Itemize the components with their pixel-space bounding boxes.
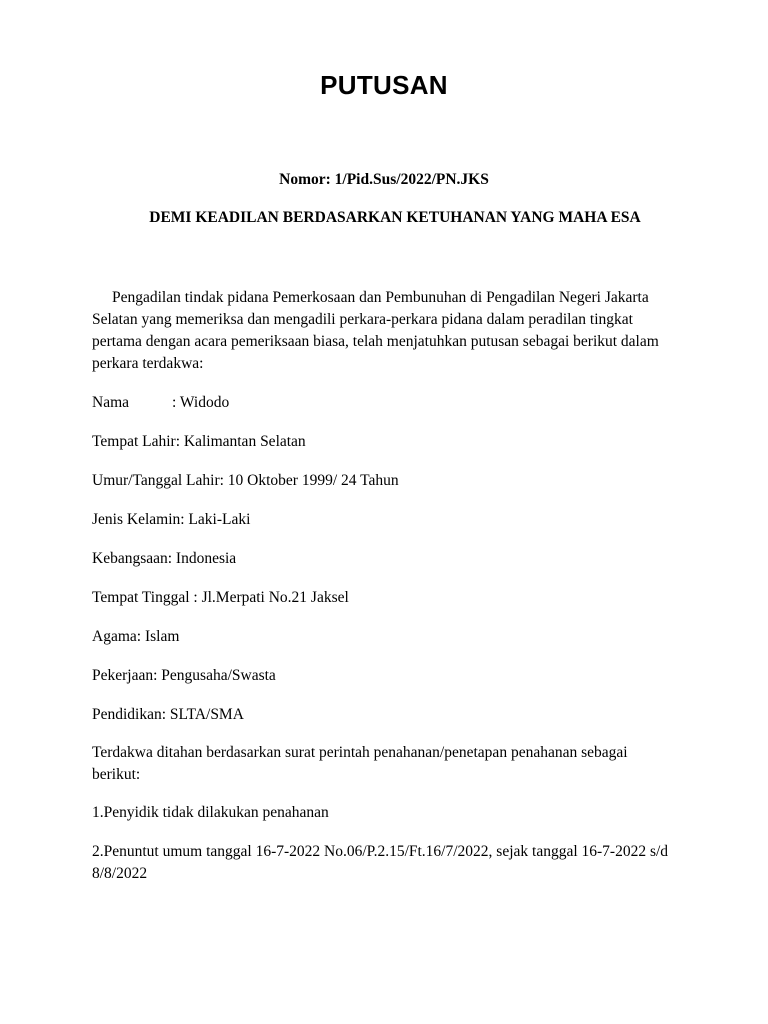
case-number: Nomor: 1/Pid.Sus/2022/PN.JKS — [279, 171, 489, 188]
detention-item-1: 1.Penyidik tidak dilakukan penahanan — [92, 804, 329, 821]
field-jenis-kelamin: Jenis Kelamin: Laki-Laki — [92, 511, 251, 528]
intro-line: Pengadilan tindak pidana Pemerkosaan dan Pembunuhan di Pengadilan Negeri Jakarta — [112, 289, 649, 306]
justice-heading: DEMI KEADILAN BERDASARKAN KETUHANAN YANG MAHA ESA — [149, 209, 641, 226]
detention-item-2-line: 8/8/2022 — [92, 865, 148, 882]
field-nama-value: : Widodo — [172, 394, 230, 411]
field-pendidikan: Pendidikan: SLTA/SMA — [92, 706, 244, 723]
detention-item-2-line: 2.Penuntut umum tanggal 16-7-2022 No.06/P.2.15/Ft.16/7/2022, sejak tanggal 16-7-2022 s/d — [92, 843, 669, 860]
intro-line: pertama dengan acara pemeriksaan biasa, telah menjatuhkan putusan sebagai berikut dalam — [92, 333, 659, 350]
field-nama-label: Nama — [92, 394, 130, 411]
field-tempat-tinggal: Tempat Tinggal : Jl.Merpati No.21 Jaksel — [92, 589, 349, 606]
field-nama — [92, 392, 692, 414]
intro-line: Selatan yang memeriksa dan mengadili perkara-perkara pidana dalam peradilan tingkat — [92, 311, 633, 328]
field-agama: Agama: Islam — [92, 628, 180, 645]
detention-line: berikut: — [92, 766, 141, 783]
detention-line: Terdakwa ditahan berdasarkan surat perintah penahanan/penetapan penahanan sebagai — [92, 744, 628, 761]
field-tempat-lahir: Tempat Lahir: Kalimantan Selatan — [92, 433, 306, 450]
intro-line: perkara terdakwa: — [92, 355, 204, 372]
field-kebangsaan: Kebangsaan: Indonesia — [92, 550, 237, 567]
document-title: PUTUSAN — [320, 70, 448, 100]
field-pekerjaan: Pekerjaan: Pengusaha/Swasta — [92, 667, 276, 684]
field-umur: Umur/Tanggal Lahir: 10 Oktober 1999/ 24 Tahun — [92, 472, 399, 489]
